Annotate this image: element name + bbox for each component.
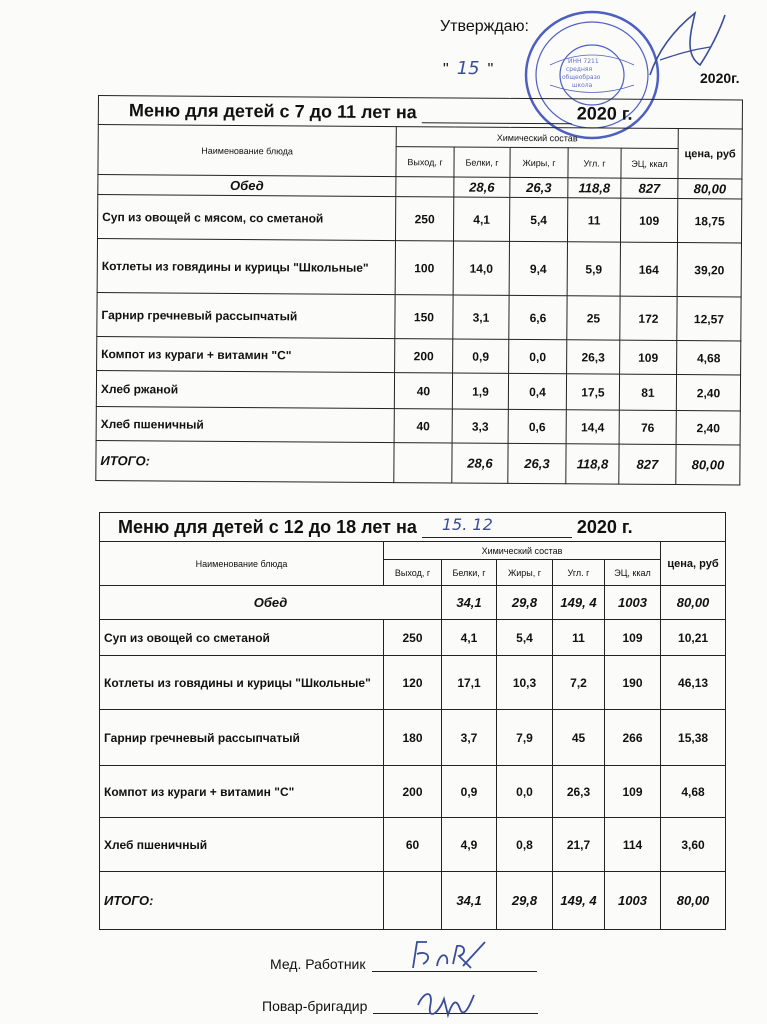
dish-price: 12,57	[677, 297, 741, 341]
total-price: 80,00	[676, 445, 740, 485]
dish-name: Гарнир гречневый рассыпчатый	[100, 710, 384, 766]
meal-protein: 28,6	[454, 177, 510, 197]
dish-protein: 4,9	[442, 818, 497, 872]
dish-energy: 109	[620, 198, 677, 242]
table-row	[100, 818, 726, 872]
meal-fat: 29,8	[497, 586, 553, 620]
dish-carbs: 11	[567, 198, 620, 242]
dish-carbs: 45	[553, 710, 605, 766]
dish-fat: 0,0	[509, 339, 567, 373]
dish-energy: 76	[619, 410, 676, 444]
director-signature	[640, 5, 730, 85]
svg-text:средняя: средняя	[566, 66, 593, 73]
medic-signature	[405, 938, 495, 974]
menu-title-prefix: Меню для детей с 12 до 18 лет на	[118, 516, 417, 537]
dish-price: 4,68	[661, 766, 726, 818]
dish-fat: 5,4	[509, 197, 567, 241]
total-row	[96, 440, 740, 484]
header-fat: Жиры, г	[497, 560, 553, 586]
dish-energy: 81	[619, 374, 676, 410]
total-energy: 1003	[605, 872, 661, 930]
dish-carbs: 7,2	[553, 656, 605, 710]
dish-fat: 6,6	[509, 295, 567, 339]
total-fat: 26,3	[508, 443, 566, 483]
header-carbs: Угл. г	[568, 148, 621, 178]
menu-title	[98, 96, 742, 129]
medic-label: Мед. Работник	[270, 956, 366, 972]
menu-date-blank	[422, 514, 572, 538]
dish-fat: 0,0	[497, 766, 553, 818]
dish-name: Суп из овощей со сметаной	[100, 620, 384, 656]
dish-carbs: 17,5	[566, 374, 619, 410]
meal-carbs: 149, 4	[553, 586, 605, 620]
dish-yield: 120	[384, 656, 442, 710]
total-protein: 28,6	[452, 443, 508, 483]
header-price: цена, руб	[678, 129, 742, 179]
menu-title	[100, 513, 726, 542]
dish-protein: 1,9	[452, 373, 508, 409]
total-label: ИТОГО:	[96, 440, 394, 482]
dish-carbs: 14,4	[566, 410, 619, 444]
total-yield	[394, 443, 452, 483]
dish-price: 39,20	[677, 243, 741, 297]
dish-energy: 109	[620, 340, 677, 374]
total-fat: 29,8	[497, 872, 553, 930]
dish-protein: 3,1	[453, 295, 509, 339]
total-carbs: 118,8	[566, 444, 619, 484]
dish-yield: 200	[384, 766, 442, 818]
header-carbs: Угл. г	[553, 560, 605, 586]
meal-fat: 26,3	[510, 177, 568, 197]
cook-signature	[410, 985, 490, 1023]
meal-protein: 34,1	[442, 586, 497, 620]
menu-date-handwritten: 15. 12	[441, 514, 493, 534]
total-carbs: 149, 4	[553, 872, 605, 930]
svg-text:ИНН 7211: ИНН 7211	[568, 58, 599, 65]
meal-energy: 1003	[605, 586, 661, 620]
header-dish: Наименование блюда	[98, 125, 396, 177]
dish-protein: 0,9	[442, 766, 497, 818]
table-row	[96, 406, 740, 444]
meal-yield	[396, 177, 454, 197]
dish-fat: 5,4	[497, 620, 553, 656]
header-fat: Жиры, г	[510, 147, 568, 177]
dish-fat: 7,9	[497, 710, 553, 766]
header-protein: Белки, г	[442, 560, 497, 586]
dish-yield: 250	[395, 197, 453, 241]
meal-energy: 827	[621, 178, 678, 198]
header-chem: Химический состав	[384, 542, 661, 560]
menu-title-year: 2020 г.	[576, 102, 633, 124]
svg-text:общеобразо: общеобразо	[562, 74, 601, 81]
dish-energy: 164	[620, 242, 677, 296]
dish-name: Гарнир гречневый рассыпчатый	[97, 292, 395, 338]
dish-carbs: 11	[553, 620, 605, 656]
dish-yield: 200	[395, 339, 453, 373]
dish-price: 2,40	[676, 375, 740, 411]
header-energy: ЭЦ, ккал	[621, 148, 678, 178]
medic-signature-line	[270, 956, 537, 972]
dish-name: Компот из кураги + витамин "С"	[100, 766, 384, 818]
total-yield	[384, 872, 442, 930]
cook-signature-line	[262, 998, 538, 1014]
table-row	[97, 239, 741, 297]
meal-price: 80,00	[661, 586, 726, 620]
approval-date: " 15 "	[443, 58, 494, 79]
menu-date-blank	[422, 106, 572, 124]
dish-name: Котлеты из говядины и курицы "Школьные"	[100, 656, 384, 710]
dish-protein: 17,1	[442, 656, 497, 710]
dish-carbs: 26,3	[553, 766, 605, 818]
dish-carbs: 5,9	[567, 242, 620, 296]
menu-title-prefix: Меню для детей с 7 до 11 лет на	[128, 99, 417, 122]
table-row	[96, 370, 740, 410]
dish-fat: 0,4	[508, 373, 566, 409]
dish-yield: 100	[395, 241, 453, 295]
dish-name: Компот из кураги + витамин "С"	[97, 336, 395, 372]
dish-fat: 10,3	[497, 656, 553, 710]
header-dish: Наименование блюда	[100, 542, 384, 586]
total-energy: 827	[619, 444, 676, 484]
dish-yield: 180	[384, 710, 442, 766]
dish-name: Суп из овощей с мясом, со сметаной	[97, 195, 395, 241]
dish-carbs: 21,7	[553, 818, 605, 872]
dish-yield: 40	[394, 409, 452, 443]
header-yield: Выход, г	[396, 147, 454, 177]
dish-price: 46,13	[661, 656, 726, 710]
dish-price: 15,38	[661, 710, 726, 766]
meal-price: 80,00	[678, 179, 742, 199]
menu-title-year: 2020 г.	[576, 516, 633, 537]
table-row	[100, 766, 726, 818]
meal-name: Обед	[98, 175, 396, 197]
dish-energy: 109	[605, 620, 661, 656]
table-row	[100, 620, 726, 656]
dish-name: Хлеб пшеничный	[100, 818, 384, 872]
dish-protein: 3,3	[452, 409, 508, 443]
total-row	[100, 872, 726, 930]
total-protein: 34,1	[442, 872, 497, 930]
dish-price: 3,60	[661, 818, 726, 872]
menu1-rows	[96, 195, 742, 445]
dish-yield: 40	[394, 373, 452, 409]
dish-carbs: 25	[567, 296, 620, 340]
menu-table-7-11	[95, 95, 743, 485]
dish-fat: 0,6	[508, 409, 566, 443]
dish-yield: 150	[395, 295, 453, 339]
meal-carbs: 118,8	[568, 178, 621, 198]
dish-fat: 9,4	[509, 241, 567, 295]
dish-price: 18,75	[677, 199, 741, 243]
table-row	[97, 292, 741, 340]
dish-price: 2,40	[676, 411, 740, 445]
total-label: ИТОГО:	[100, 872, 384, 930]
table-row	[97, 336, 741, 374]
dish-energy: 109	[605, 766, 661, 818]
header-yield: Выход, г	[384, 560, 442, 586]
total-price: 80,00	[661, 872, 726, 930]
dish-yield: 250	[384, 620, 442, 656]
table-row	[100, 656, 726, 710]
dish-protein: 3,7	[442, 710, 497, 766]
meal-row	[100, 586, 726, 620]
approval-day: 15	[456, 58, 480, 79]
header-protein: Белки, г	[454, 147, 510, 177]
dish-protein: 4,1	[453, 197, 509, 241]
header-chem: Химический состав	[396, 127, 678, 149]
table-row	[100, 710, 726, 766]
dish-energy: 172	[620, 296, 677, 340]
dish-energy: 266	[605, 710, 661, 766]
svg-text:школа: школа	[572, 82, 593, 89]
dish-fat: 0,8	[497, 818, 553, 872]
dish-energy: 114	[605, 818, 661, 872]
table-row	[97, 195, 741, 243]
cook-label: Повар-бригадир	[262, 998, 368, 1014]
meal-name: Обед	[100, 586, 442, 620]
dish-name: Хлеб пшеничный	[96, 406, 394, 442]
dish-carbs: 26,3	[567, 340, 620, 374]
dish-name: Хлеб ржаной	[96, 370, 394, 408]
dish-protein: 14,0	[453, 241, 509, 295]
dish-energy: 190	[605, 656, 661, 710]
menu-table-12-18	[99, 512, 726, 930]
dish-protein: 4,1	[442, 620, 497, 656]
header-energy: ЭЦ, ккал	[605, 560, 661, 586]
dish-protein: 0,9	[453, 339, 509, 373]
dish-name: Котлеты из говядины и курицы "Школьные"	[97, 239, 395, 295]
dish-price: 4,68	[677, 341, 741, 375]
header-price: цена, руб	[661, 542, 726, 586]
menu2-rows	[100, 620, 726, 872]
dish-yield: 60	[384, 818, 442, 872]
approval-label: Утверждаю:	[440, 18, 529, 35]
approval-year: 2020г.	[700, 70, 740, 86]
dish-price: 10,21	[661, 620, 726, 656]
